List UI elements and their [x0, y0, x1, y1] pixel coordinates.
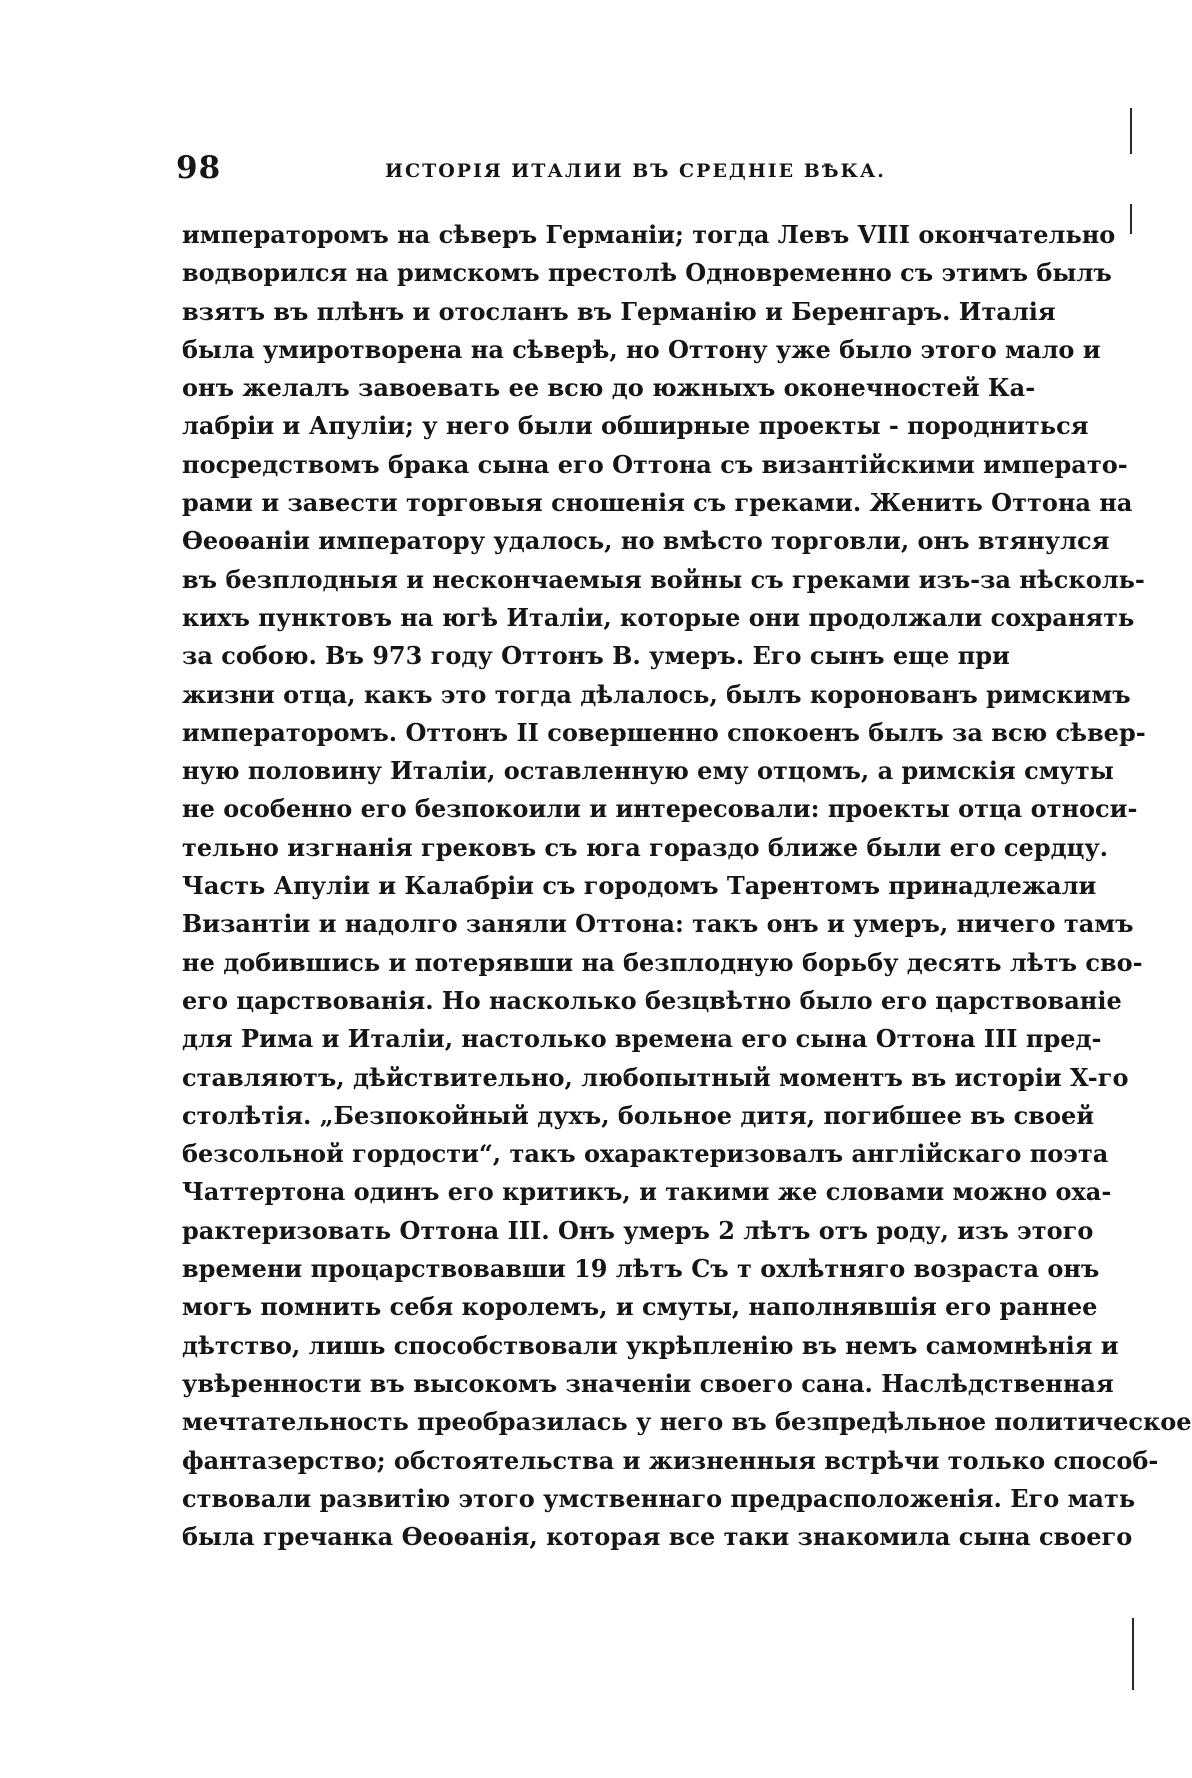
text-line: императоромъ на сѣверъ Германіи; тогда Левъ VIII окончательно: [182, 220, 1116, 249]
text-line: Византіи и надолго заняли Оттона: такъ онъ и умеръ, ничего тамъ: [182, 909, 1134, 939]
text-line: посредствомъ брака сына его Оттона съ византійскими императо-: [182, 449, 1128, 479]
text-line: императоромъ. Оттонъ II совершенно спокоенъ былъ за всю сѣвер-: [182, 717, 1146, 747]
text-line: рактеризовать Оттона III. Онъ умеръ 2 лѣтъ отъ роду, изъ этого: [182, 1215, 1094, 1245]
text-line: фантазерство; обстоятельства и жизненныя встрѣчи только способ-: [182, 1445, 1159, 1475]
text-line: времени процарствовавши 19 лѣтъ Съ т охлѣтняго возраста онъ: [182, 1254, 1100, 1284]
text-line: безсольной гордости“, такъ охарактеризовалъ англійскаго поэта: [182, 1139, 1109, 1169]
text-line: взятъ въ плѣнъ и отосланъ въ Германію и Беренгаръ. Италія: [182, 296, 1056, 326]
page-number: 98: [176, 150, 222, 186]
text-line: Чаттертона одинъ его критикъ, и такими же словами можно оха-: [182, 1177, 1112, 1207]
text-line: была умиротворена на сѣверѣ, но Оттону уже было этого мало и: [182, 334, 1101, 364]
text-line: лабріи и Апуліи; у него были обширные проекты - породниться: [182, 411, 1089, 441]
text-line: увѣренности въ высокомъ значеніи своего сана. Наслѣдственная: [182, 1368, 1114, 1398]
text-line: была гречанка Ѳеоѳанія, которая все таки знакомила сына своего: [182, 1522, 1133, 1552]
running-title: ИСТОРІЯ ИТАЛИИ ВЪ СРЕДНІЕ ВѢКА.: [385, 160, 886, 182]
text-line: жизни отца, какъ это тогда дѣлалось, былъ коронованъ римскимъ: [182, 679, 1131, 709]
text-line: ную половину Италіи, оставленную ему отцомъ, а римскія смуты: [182, 756, 1114, 786]
text-line: для Рима и Италіи, настолько времена его сына Оттона III пред-: [182, 1024, 1102, 1054]
text-line: водворился на римскомъ престолѣ Одновременно съ этимъ былъ: [182, 258, 1112, 288]
text-line: Часть Апуліи и Калабріи съ городомъ Тарентомъ принадлежали: [182, 871, 1097, 901]
text-line: дѣтство, лишь способствовали укрѣпленію въ немъ самомнѣнія и: [182, 1330, 1119, 1360]
text-line: за собою. Въ 973 году Оттонъ В. умеръ. Его сынъ еще при: [182, 641, 1010, 671]
text-line: не особенно его безпокоили и интересовали: проекты отца относи-: [182, 794, 1138, 824]
text-line: столѣтія. „Безпокойный духъ, больное дитя, погибшее въ своей: [182, 1100, 1095, 1130]
scan-edge-mark: [1130, 108, 1132, 154]
text-line: могъ помнить себя королемъ, и смуты, наполнявшія его раннее: [182, 1292, 1098, 1322]
scan-edge-mark: [1132, 1618, 1134, 1690]
text-line: онъ желалъ завоевать ее всю до южныхъ оконечностей Ка-: [182, 373, 1036, 403]
body-text: [182, 216, 1192, 1556]
text-line: въ безплодныя и нескончаемыя войны съ греками изъ-за нѣсколь-: [182, 564, 1145, 594]
text-line: Ѳеоѳаніи императору удалось, но вмѣсто торговли, онъ втянулся: [182, 526, 1110, 556]
text-line: мечтательность преобразилась у него въ безпредѣльное политическое: [182, 1407, 1192, 1437]
text-line: не добившись и потерявши на безплодную борьбу десять лѣтъ сво-: [182, 947, 1143, 977]
text-line: ствовали развитію этого умственнаго предрасположенія. Его мать: [182, 1483, 1136, 1513]
text-line: ставляютъ, дѣйствительно, любопытный моментъ въ исторіи X-го: [182, 1062, 1129, 1092]
text-line: рами и завести торговыя сношенія съ греками. Женить Оттона на: [182, 488, 1133, 518]
text-line: его царствованія. Но насколько безцвѣтно было его царствованіе: [182, 985, 1122, 1015]
scan-edge-mark: [1130, 204, 1132, 234]
text-line: кихъ пунктовъ на югѣ Италіи, которые они продолжали сохранять: [182, 602, 1135, 632]
text-line: тельно изгнанія грековъ съ юга гораздо ближе были его сердцу.: [182, 832, 1109, 862]
